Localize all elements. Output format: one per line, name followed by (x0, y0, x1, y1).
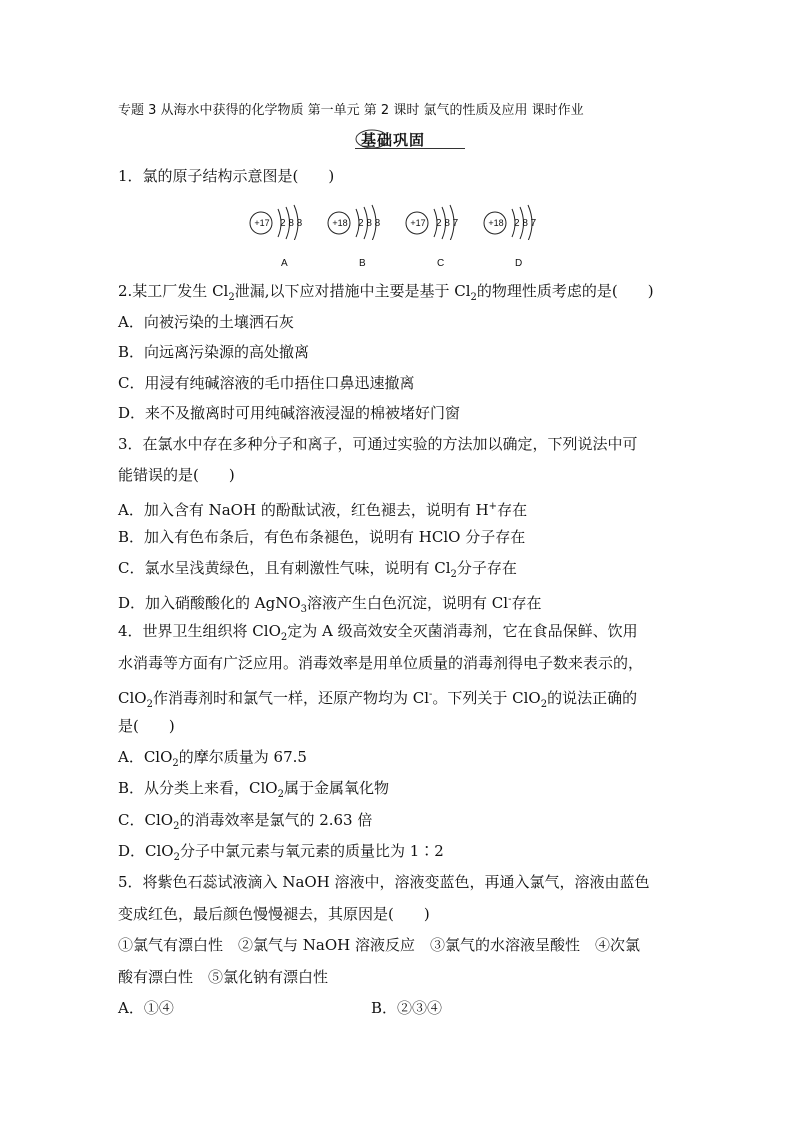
section-title (355, 128, 465, 150)
q4-option-a: A．ClO$_2$的摩尔质量为 67.5 (118, 748, 307, 769)
q2-stem: 2.某工厂发生 $Cl_2$泄漏,以下应对措施中主要是基于 $Cl_2$的物理性质考虑的是( ) (118, 282, 654, 303)
q4-stem-line4: 是( ) (118, 717, 175, 735)
atom-diagram-a (248, 196, 310, 274)
q2-option-d: D．来不及撤离时可用纯碱溶液浸湿的棉被堵好门窗 (118, 404, 461, 422)
q2-option-a: A．向被污染的土壤洒石灰 (118, 313, 294, 331)
q4-stem-line3: ClO$_2$作消毒剂时和氯气一样，还原产物均为 Cl-。下列关于 ClO$_2$的说法正确的 (118, 689, 638, 710)
q3-stem-line2: 能错误的是( ) (118, 466, 235, 484)
q4-option-b: B．从分类上来看，ClO$_2$属于金属氧化物 (118, 779, 389, 800)
letter-d: D (515, 258, 523, 269)
nucleus-c: +17 (410, 218, 426, 228)
nucleus-d: +18 (488, 218, 504, 228)
letter-c: C (437, 258, 445, 269)
letter-a: A (281, 258, 288, 269)
q3-option-c: C．氯水呈浅黄绿色，且有刺激性气味，说明有 $Cl_2$分子存在 (118, 559, 517, 580)
q5-stem-line1: 5．将紫色石蕊试液滴入 NaOH 溶液中，溶液变蓝色，再通入氯气，溶液由蓝色 (118, 873, 650, 891)
q5-statements-line1: ①氯气有漂白性 ②氯气与 NaOH 溶液反应 ③氯气的水溶液呈酸性 ④次氯 (118, 936, 640, 954)
atom-diagram-c (404, 196, 466, 274)
q2-option-b: B．向远离污染源的高处撤离 (118, 343, 310, 361)
electrons-b: 2 8 8 (358, 218, 381, 229)
q4-option-d: D．ClO$_2$分子中氯元素与氧元素的质量比为 1∶2 (118, 842, 444, 863)
letter-b: B (359, 258, 366, 269)
q2-option-c: C．用浸有纯碱溶液的毛巾捂住口鼻迅速撤离 (118, 374, 415, 392)
worksheet-header: 专题 3 从海水中获得的化学物质 第一单元 第 2 课时 氯气的性质及应用 课时作业 (118, 103, 584, 118)
q3-option-a: A．加入含有 NaOH 的酚酞试液，红色褪去，说明有 H+存在 (118, 501, 528, 519)
electrons-d: 2 8 7 (514, 218, 537, 229)
q1-stem: 1．氯的原子结构示意图是( ) (118, 167, 335, 185)
nucleus-a: +17 (254, 218, 270, 228)
q3-option-b: B．加入有色布条后，有色布条褪色，说明有 HClO 分子存在 (118, 528, 526, 546)
q5-statements-line2: 酸有漂白性 ⑤氯化钠有漂白性 (118, 968, 329, 986)
electrons-a: 2 8 8 (280, 218, 303, 229)
section-label: 基础巩固 (361, 131, 426, 149)
q5-option-a: A．①④ (118, 999, 174, 1017)
nucleus-b: +18 (332, 218, 348, 228)
q4-stem-line1: 4．世界卫生组织将 ClO$_2$定为 A 级高效安全灭菌消毒剂，它在食品保鲜、饮用 (118, 622, 638, 643)
q4-stem-line2: 水消毒等方面有广泛应用。消毒效率是用单位质量的消毒剂得电子数来表示的， (118, 654, 644, 672)
q5-option-b: B．②③④ (371, 999, 443, 1017)
q4-option-c: C．ClO$_2$的消毒效率是氯气的 2.63 倍 (118, 811, 373, 832)
q5-stem-line2: 变成红色，最后颜色慢慢褪去，其原因是( ) (118, 905, 430, 923)
q3-option-d: D．加入硝酸酸化的 AgNO$_3$溶液产生白色沉淀，说明有 Cl-存在 (118, 594, 542, 615)
electrons-c: 2 8 7 (436, 218, 459, 229)
atom-diagram-b (326, 196, 388, 274)
atom-diagram-d (482, 196, 544, 274)
section-divider (355, 148, 465, 149)
q3-stem-line1: 3．在氯水中存在多种分子和离子，可通过实验的方法加以确定，下列说法中可 (118, 435, 638, 453)
